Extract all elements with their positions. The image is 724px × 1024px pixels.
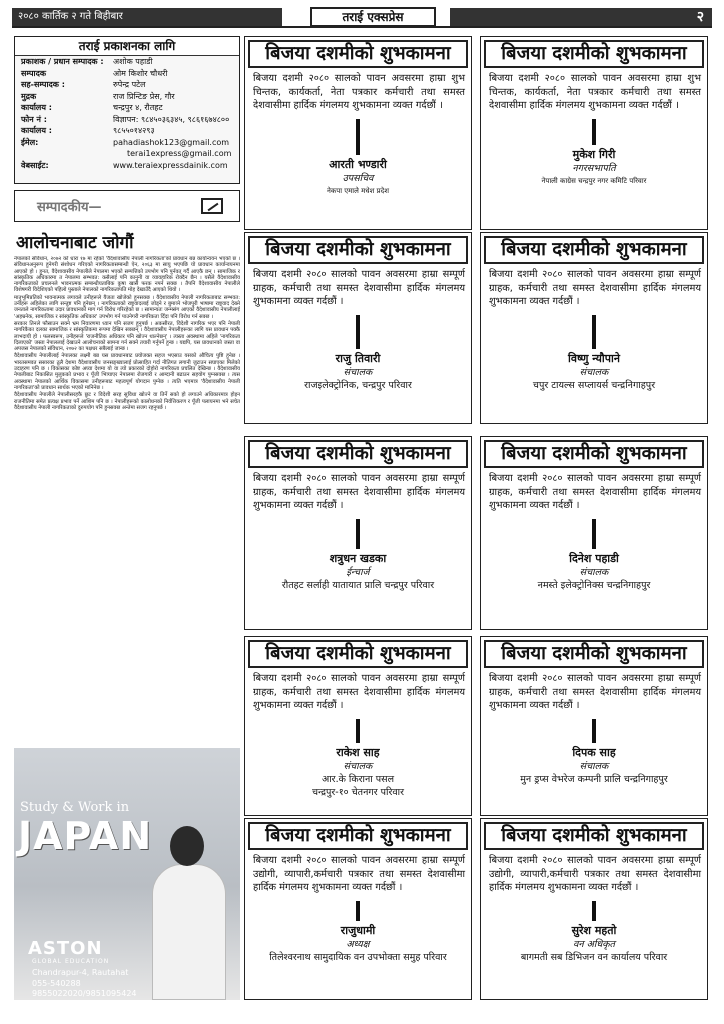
greeting-box (480, 36, 708, 230)
greeting-organization: राजइलेक्ट्रोनिक, चन्द्रपुर परिवार (304, 379, 412, 391)
masthead-value[interactable]: www.teraiexpressdainik.com (113, 160, 228, 170)
masthead-row (15, 137, 239, 149)
divider-line (592, 901, 596, 921)
ad-tagline: Study & Work in (20, 800, 130, 815)
greeting-name: दिपक साह (572, 745, 616, 759)
ad-address: Chandrapur-4, Rautahat (32, 968, 129, 977)
greeting-organization: मुन ड्रप्स वेभरेज कम्पनी प्रालि चन्द्रनिगाहपुर (520, 773, 668, 785)
article-title: आलोचनाबाट जोगौं (16, 233, 134, 253)
masthead-value: चन्द्रपुर ४, रौतहट (113, 103, 163, 112)
masthead-title: तराई प्रकाशनका लागि (15, 37, 239, 56)
greeting-name: राजुधामी (340, 923, 376, 937)
greeting-title: बिजया दशमीको शुभकामना (248, 640, 468, 668)
greeting-title: बिजया दशमीको शुभकामना (248, 40, 468, 68)
greeting-box (244, 436, 472, 630)
masthead-key: कार्यालय : (21, 103, 52, 112)
divider-line (356, 315, 360, 349)
masthead-row (15, 91, 239, 103)
greeting-organization: तिलेश्वरनाथ सामुदायिक वन उपभोक्ता समुह परिवार (269, 951, 447, 963)
greeting-box (480, 636, 708, 816)
masthead-value[interactable]: pahadiashok123@gmail.com (113, 137, 230, 147)
article-paragraph: सरकार तिनले फौसाउन सक्ने भ्रम निवारणमा ध्यान पनि सजग हुनुपर्छ । अकसीरत, विदेशी नागरिक भएर पनि नेपाली नागरिकैका दलका सामाजिक र सांस्कृतिकमा रूपमा देखिन सक्छन् । वैदेशावासीय नेपालीहरूका लागि यस प्रावधान पक्कै लाभदायी हो । फलस्वरूप, उनीहरूले 'राजनीतिक अधिकार पनि खोज्न थाल्नेछन्' । त्यस्ता अवस्थामा अहिले 'नागरिकता दिलाएको' जस्ता नेपाललाई देखाउने आलोचनाको सामना गर्न सक्ने तयारी गर्नुपर्ने हुन्छ । यद्यपि, यस प्रावधानको जस्ता वा अपजस नेपालको संविधान, २०७२ का पक्षधर सबैलाई जान्छ । (14, 320, 240, 353)
greeting-organization: रौतहट सर्लाही यातायात प्रालि चन्द्रपुर परिवार (281, 579, 435, 591)
masthead-row (15, 56, 239, 68)
greeting-message: बिजया दशमी २०८० सालको पावन अवसरमा हाम्रा सम्पूर्ण उद्योगी, व्यापारी,कर्मचारी पत्रकार तथा समस्त देशवासीमा हार्दिक मंगलमय शुभकामना व्यक्त गर्दछौं । (489, 855, 701, 893)
greeting-message: बिजया दशमी २०८० सालको पावन अवसरमा हाम्रा सम्पूर्ण ग्राहक, कर्मचारी तथा समस्त देशवासीमा हार्दिक मंगलमय शुभकामना व्यक्त गर्दछौं । (489, 673, 701, 711)
greeting-name: दिनेश पहाडी (569, 551, 619, 565)
greeting-name: विष्णु न्यौपाने (568, 351, 620, 365)
masthead-row (15, 102, 239, 114)
greeting-title: बिजया दशमीको शुभकामना (484, 40, 704, 68)
greeting-box (480, 232, 708, 424)
greeting-organization: चपुर टायल्स सप्लायर्स चन्द्रनिगाहपुर (532, 379, 656, 391)
greeting-role: संचालक (579, 760, 609, 772)
greeting-message: बिजया दशमी २०८० सालको पावन अवसरमा हाम्रा शुभ चिन्तक, कार्यकर्ता, नेता पत्रकार कर्मचारी तथा समस्त देशवासीमा हार्दिक मंगलमय शुभकामना व्यक्त गर्दछौं । (489, 73, 701, 111)
greeting-name: सुरेश महतो (571, 923, 617, 937)
masthead-row (15, 125, 239, 137)
ad-country: JAPAN (18, 814, 153, 858)
greeting-title: बिजया दशमीको शुभकामना (484, 440, 704, 468)
divider-line (592, 519, 596, 549)
greeting-organization: नमस्ते इलेक्ट्रोनिक्स चन्द्रनिगाहपुर (537, 579, 651, 591)
masthead-key: फोन नं : (21, 114, 47, 124)
masthead-box (14, 36, 240, 184)
masthead-row (15, 160, 239, 172)
study-japan-ad[interactable] (14, 748, 240, 1000)
divider-line (356, 119, 360, 155)
masthead-value: ओम किशोर चौधरी (113, 68, 168, 78)
greeting-title: बिजया दशमीको शुभकामना (248, 822, 468, 850)
masthead-row (15, 68, 239, 80)
masthead-rows (15, 56, 239, 171)
greeting-role: संचालक (343, 366, 373, 378)
greeting-organization: नेकपा एमाले मधेश प्रदेश (326, 186, 390, 195)
greeting-title: बिजया दशमीको शुभकामना (248, 236, 468, 264)
greeting-organization: बागमती सब डिभिजन वन कार्यालय परिवार (520, 951, 668, 963)
greeting-role: नगरसभापति (572, 162, 616, 174)
student-figure (144, 818, 236, 1000)
masthead-row (15, 79, 239, 91)
greeting-name: आरती भण्डारी (329, 157, 387, 171)
article-paragraph: नेपालको संविधान, २०७२ को धारा १७ मा रहेको 'वैदेशावासीय नेपाली नागरिकता'को प्रावधान बन्न कार्यान्वयन भएको छ । संविधानअनुरूप हुनेगरी संशोधन गरिएको नागरिकतासम्बन्धी ऐन, २०६३ मा सायु भएपछि यो प्रावधान कार्यान्वयनमा आएको हो । हुनत, वैदेशावासीय नेपालीले नेपालमा भएको सम्पत्तिको उपभोग पनि पुर्नवत् गर्दै आएकै छन् । सामाजिक र सांस्कृतिक अधिकारमा त नेपालमा सम्भवत: कसैलाई पनि कानुनी वा व्यावहारिक रोक्दैन छैन । यसैले वैदेशावासीय नागरिकताको प्रचलनले भावनात्मक सम्बन्धीयताबिक कुषा खासै फरक नपर्न सक्छ । तैपनि वैदेशावासीय नेपालीले विशेषगरी विदेशिएको पहिलो पुस्ताले नेपालको नागरिकतापति मोह देखाउँदै आएको थियो । (14, 256, 240, 294)
greeting-role: संचालक (343, 760, 373, 772)
greeting-message: बिजया दशमी २०८० सालको पावन अवसरमा हाम्रा सम्पूर्ण ग्राहक, कर्मचारी तथा समस्त देशवासीमा हार्दिक मंगलमय शुभकामना व्यक्त गर्दछौं । (489, 473, 701, 511)
article-body (14, 256, 240, 742)
masthead-key: ईमेल: (21, 137, 39, 147)
masthead-row (15, 114, 239, 126)
article-paragraph: वैदेशावासीय नेपालीले नेपालीसरहकै छुट र विदेशी सरह सुविधा खोज्ने वा तिर्ने सको हो लगाउने अधिकारमात्र होइन राजनीतिमा समेत प्रत्यक्ष प्रभाव पर्ने आशिम पनि छ । नेपालीहरूको कालोधनको निर्वत्तिकरण र पूँजी पलायनमा भने सचेत वैदेशावासीय नेपाली नागरिकताको दुरुपयोग पनि हुनसक्छ अन्तेमा सजग रहनुपर्छ । (14, 392, 240, 411)
greeting-title: बिजया दशमीको शुभकामना (484, 640, 704, 668)
greeting-name: राकेश साह (336, 745, 380, 759)
greeting-role: ईन्चार्ज (346, 566, 370, 578)
greeting-organization: नेपाली काग्रेस चन्द्रपुर नगर कमिटि परिवार (541, 176, 647, 185)
ad-phone-1: 055-540288 (32, 979, 81, 988)
masthead-key: कार्यालय : (21, 126, 52, 135)
greeting-box (244, 636, 472, 816)
greeting-name: शत्रुधन खडका (329, 551, 387, 565)
masthead-value: रुपेन्द्र पटेल (113, 80, 146, 89)
pen-icon (201, 198, 223, 214)
masthead-value: विज्ञापन: ९८४५०३६३४५, ९८६१६७४८०० (113, 114, 230, 124)
greeting-message: बिजया दशमी २०८० सालको पावन अवसरमा हाम्रा सम्पूर्ण ग्राहक, कर्मचारी तथा समस्त देशवासीमा हार्दिक मंगलमय शुभकामना व्यक्त गर्दछौं । (489, 269, 701, 307)
greeting-message: बिजया दशमी २०८० सालको पावन अवसरमा हाम्रा सम्पूर्ण ग्राहक, कर्मचारी तथा समस्त देशवासीमा हार्दिक मंगलमय शुभकामना व्यक्त गर्दछौं । (253, 673, 465, 711)
greeting-message: बिजया दशमी २०८० सालको पावन अवसरमा हाम्रा सम्पूर्ण ग्राहक, कर्मचारी तथा समस्त देशवासीमा हार्दिक मंगलमय शुभकामना व्यक्त गर्दछौं । (253, 269, 465, 307)
greeting-role: संचालक (579, 566, 609, 578)
greeting-box (244, 232, 472, 424)
greeting-message: बिजया दशमी २०८० सालको पावन अवसरमा हाम्रा सम्पूर्ण उद्योगी, व्यापारी,कर्मचारी पत्रकार तथा समस्त देशवासीमा हार्दिक मंगलमय शुभकामना व्यक्त गर्दछौं । (253, 855, 465, 893)
masthead-key (21, 148, 113, 160)
masthead-value: ९८५५०१४२९३ (113, 126, 155, 135)
greeting-name: राजु तिवारी (335, 351, 381, 365)
masthead-value: राज प्रिन्टिङ प्रेस, गौर (113, 91, 175, 101)
divider-line (592, 719, 596, 743)
masthead-key: प्रकाशक / प्रधान सम्पादक : (21, 57, 104, 66)
page-number: २ (450, 8, 712, 26)
greeting-name: मुकेश गिरी (572, 147, 616, 161)
page-header (12, 6, 712, 28)
masthead-key: सह-सम्पादक : (21, 80, 65, 89)
editorial-header (14, 190, 240, 222)
divider-line (592, 119, 596, 145)
greeting-organization-line2: चन्द्रपुर-१० चेतनगर परिवार (312, 786, 404, 798)
greeting-role: उपसचिव (342, 172, 374, 184)
greeting-box (244, 36, 472, 230)
greeting-title: बिजया दशमीको शुभकामना (484, 822, 704, 850)
divider-line (356, 719, 360, 743)
masthead-key: सम्पादक (21, 68, 46, 78)
greeting-organization: आर.के किराना पसल (321, 773, 395, 785)
issue-date: २०८० कार्तिक २ गते बिहीबार (12, 8, 282, 26)
article-paragraph: मातृभूमिप्रतिको भावनात्मक लगावले उनीहरूले यैजता खोजेको हुनसक्छ । वैदेशावासीय नेपाली नागरिकताबाट सम्भवत: उनीहरू अहिलेका लागि सन्तुष्ट पनि हुनेछन् । नागरिकताको राष्ट्रवादलाई जोड्ने र बुमाव्ने भोजपुरी भाषामा राष्ट्रवाद देख्ने जनताले नागरिकतामा उदार प्रावधानको माग गर्न विरोध गरिरहेको छ । सामान्यतः जन्मसंग आएको वैदेशावासीय नेपालीलाई 'अहम्रनेक, सामाजिक र सांस्कृतिक अधिकार' उपभोग गर्न पाउनेगरी नागरिकता दिँदा पनि विरोध गर्न सक्छ । (14, 294, 240, 320)
ad-logo-sub: GLOBAL EDUCATION (32, 958, 110, 965)
divider-line (356, 901, 360, 921)
masthead-value[interactable]: terai1express@gmail.com (127, 149, 232, 158)
greeting-box (244, 818, 472, 1000)
masthead-key: मुद्रक (21, 91, 37, 101)
greeting-role: संचालक (579, 366, 609, 378)
greeting-box (480, 818, 708, 1000)
article-paragraph: वैदेशावासीय नेपालीलाई नेपालका लक्ष्मी बन्न यस प्रावधानबाट प्रयोजक्त सहज भएसाउ यसको औचित्य पुष्टि हुनेछ । भारतसमवत ससारका ठूलै देशमा वैदेशावासीय जनसङ्ख्यालाई प्रोत्साहित गर्दा नीतिगत लगानी जुटाउन सघाएका मिलेको उदाहरण पनि छ । विकासका कोष्ट अघ्या देशमा यो वा त्यो प्रकारको दोहोरो नागरिकता प्रचलित देखिन्छ । वैदेशावासीय नेपालीबाट निकासित मुलुकको प्रभाव र पूँजी भित्र्याएर नेपालमा रोजगारी र आम्दानी बढाउन सहयोग पुग्नसक्छ । त्यस अवस्थामा नेपालको आर्थिक विकासमा उनीहरूबाट महत्वपूर्ण योगदान पुग्नेछ । त्यति भएमात्र 'वैदेशावासीय नेपाली नागरिकता'को प्रावधान सार्थक भएको मानिनेछ । (14, 353, 240, 391)
greeting-message: बिजया दशमी २०८० सालको पावन अवसरमा हाम्रा सम्पूर्ण ग्राहक, कर्मचारी तथा समस्त देशवासीमा हार्दिक मंगलमय शुभकामना व्यक्त गर्दछौं । (253, 473, 465, 511)
masthead-value: अशोक पहाडी (113, 57, 153, 66)
divider-line (356, 519, 360, 549)
greeting-role: वन अधिकृत (573, 938, 615, 950)
masthead-row (15, 148, 239, 160)
greeting-title: बिजया दशमीको शुभकामना (484, 236, 704, 264)
newspaper-name: तराई एक्सप्रेस (310, 7, 436, 27)
editorial-label: सम्पादकीय— (37, 200, 102, 215)
masthead-key: वेबसाईट: (21, 160, 49, 170)
ad-phone-2: 9855022020/9851095424 (32, 989, 137, 998)
greeting-role: अध्यक्ष (346, 938, 370, 950)
greeting-title: बिजया दशमीको शुभकामना (248, 440, 468, 468)
greeting-box (480, 436, 708, 630)
greeting-message: बिजया दशमी २०८० सालको पावन अवसरमा हाम्रा शुभ चिन्तक, कार्यकर्ता, नेता पत्रकार कर्मचारी तथा समस्त देशवासीमा हार्दिक मंगलमय शुभकामना व्यक्त गर्दछौं । (253, 73, 465, 111)
ad-logo: ASTON (28, 938, 103, 959)
divider-line (592, 315, 596, 349)
